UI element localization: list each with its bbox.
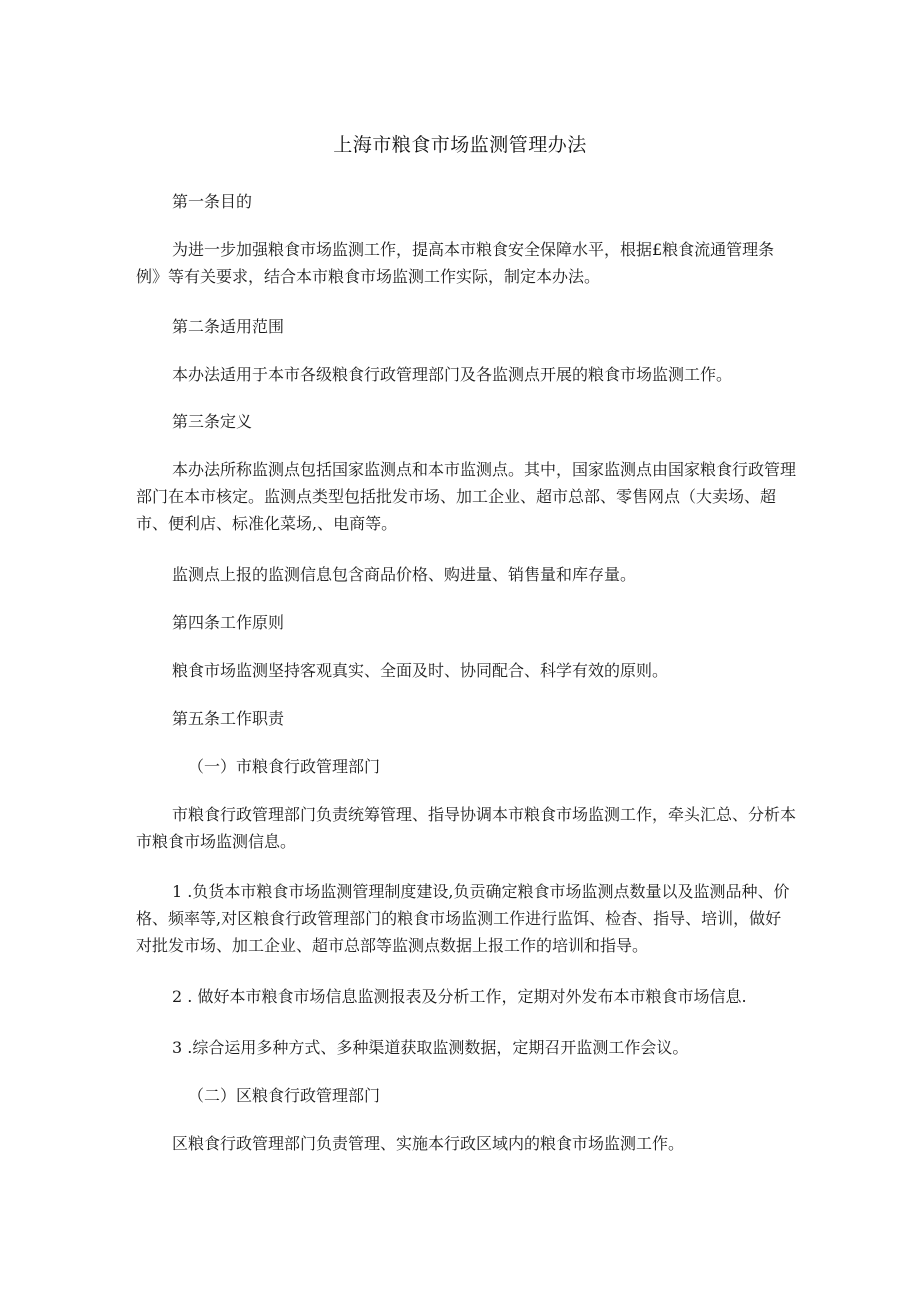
article-4-body: 粮食市场监测坚持客观真实、全面及时、协同配合、科学有效的原则。 [172,661,669,680]
article-3-body: 本办法所称监测点包括国家监测点和本市监测点。其中，国家监测点由国家粮食行政管理部门在本市核定。监测点类型包括批发市场、加工企业、超市总部、零售网点（大卖场、超市、便利店、标准化菜场,、电商等。 [136,460,797,533]
article-3-monitoring-info: 监测点上报的监测信息包含商品价格、购进量、销售量和库存量。 [172,565,637,584]
duty-item-1: 1 .负货本市粮食市场监测管理制度建设,负贡确定粮食市场监测点数量以及监测品种、价格、频率等,对区粮食行政管理部门的粮食市场监测工作进行监饵、检杳、指导、培训，做好对批发市场、加工企业、超市总部等监测点数据上报工作的培训和指导。 [136,882,790,955]
section-1-heading: （一）市粮食行政管理部门 [188,757,381,776]
article-2-body: 本办法适用于本市各级粮食行政管理部门及各监测点开展的粮食市场监测工作。 [172,365,733,384]
section-2-heading: （二）区粮食行政管理部门 [188,1086,381,1105]
section-2-body: 区粮食行政管理部门负责管理、实施本行政区域内的粮食市场监测工作。 [172,1134,685,1153]
duty-item-3: 3 .综合运用多种方式、多种渠道获取监测数据，定期召开监测工作会议。 [172,1038,689,1057]
article-1-body: 为进一步加强粮食市场监测工作，提高本市粮食安全保障水平，根据£粮食流通管理条例》等有关要求，结合本市粮食市场监测工作实际，制定本办法。 [136,240,775,286]
article-3-heading: 第三条定义 [172,412,253,431]
article-5-heading: 第五条工作职责 [172,709,285,728]
duty-item-2: 2 . 做好本市粮食市场信息监测报表及分析工作，定期对外发布本市粮食市场信息. [172,987,747,1006]
article-1-heading: 第一条目的 [172,192,253,211]
document-title: 上海市粮食市场监测管理办法 [333,134,587,156]
article-2-heading: 第二条适用范围 [172,317,285,336]
article-4-heading: 第四条工作原则 [172,613,285,632]
section-1-body: 市粮食行政管理部门负责统筹管理、指导协调本市粮食市场监测工作，牵头汇总、分析本市粮食市场监测信息。 [136,805,797,851]
